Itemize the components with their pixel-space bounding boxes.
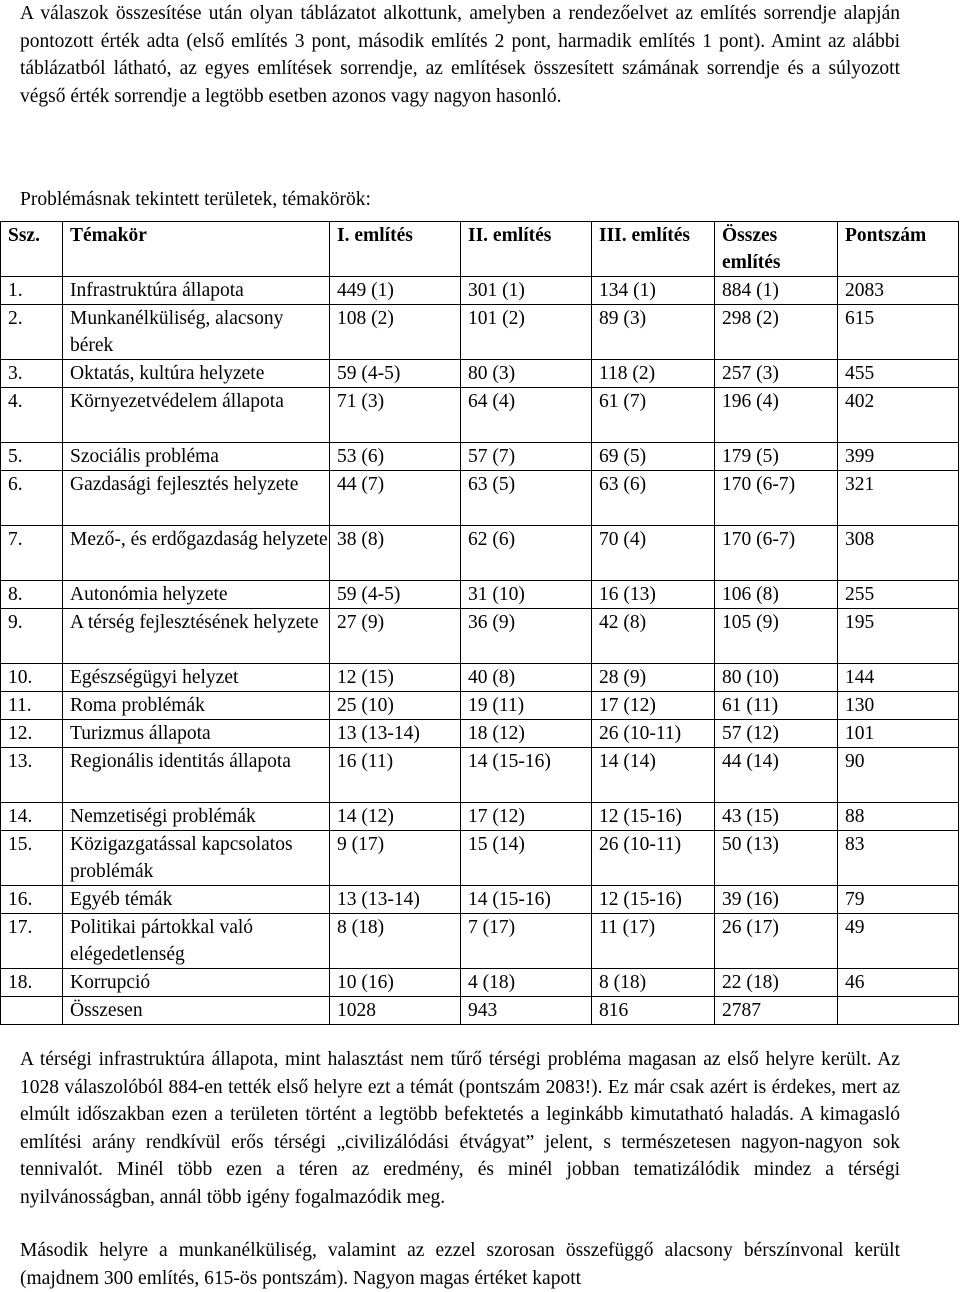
cell-first-mention: 12 (15)	[330, 664, 461, 692]
cell-ssz: 7.	[1, 526, 63, 581]
cell-total-mentions: 61 (11)	[715, 692, 838, 720]
cell-first-mention: 71 (3)	[330, 388, 461, 443]
header-total-mentions: Összes említés	[715, 222, 838, 277]
table-row	[1, 360, 959, 388]
cell-third-mention: 118 (2)	[592, 360, 715, 388]
cell-third-mention: 63 (6)	[592, 471, 715, 526]
cell-third-mention: 17 (12)	[592, 692, 715, 720]
cell-second-mention: 40 (8)	[461, 664, 592, 692]
cell-topic: Regionális identitás állapota	[63, 748, 330, 803]
cell-ssz: 17.	[1, 914, 63, 969]
cell-total-mentions: 22 (18)	[715, 969, 838, 997]
cell-second-mention: 14 (15-16)	[461, 886, 592, 914]
cell-second-mention: 7 (17)	[461, 914, 592, 969]
cell-second-mention: 101 (2)	[461, 305, 592, 360]
cell-ssz: 15.	[1, 831, 63, 886]
cell-first-mention: 9 (17)	[330, 831, 461, 886]
cell-ssz: 3.	[1, 360, 63, 388]
cell-topic: Közigazgatással kapcsolatos problémák	[63, 831, 330, 886]
cell-second-mention: 943	[461, 997, 592, 1025]
cell-ssz: 12.	[1, 720, 63, 748]
cell-score: 402	[838, 388, 959, 443]
cell-ssz: 1.	[1, 277, 63, 305]
cell-second-mention: 31 (10)	[461, 581, 592, 609]
cell-score: 255	[838, 581, 959, 609]
cell-second-mention: 301 (1)	[461, 277, 592, 305]
cell-first-mention: 449 (1)	[330, 277, 461, 305]
cell-score: 321	[838, 471, 959, 526]
header-topic: Témakör	[63, 222, 330, 277]
cell-topic: Roma problémák	[63, 692, 330, 720]
cell-third-mention: 69 (5)	[592, 443, 715, 471]
cell-third-mention: 134 (1)	[592, 277, 715, 305]
cell-score	[838, 997, 959, 1025]
cell-third-mention: 14 (14)	[592, 748, 715, 803]
cell-ssz: 16.	[1, 886, 63, 914]
cell-second-mention: 18 (12)	[461, 720, 592, 748]
table-row	[1, 803, 959, 831]
cell-ssz: 13.	[1, 748, 63, 803]
cell-topic: Egészségügyi helyzet	[63, 664, 330, 692]
cell-ssz	[1, 997, 63, 1025]
paragraph-2: A térségi infrastruktúra állapota, mint halasztást nem tűrő térségi probléma magasan az első helyre került. Az 1028 válaszolóból 884-en tették első helyre ezt a témát (pontszám 2083!). Ez már csak azért is érdekes, mert az elmúlt időszakban ezen a területen történt a legtöbb befektetés a leginkább kimutatható haladás. A kimagasló említési arány rendkívül erős térségi „civilizálódási étvágyat” jelent, s természetesen nagyon-nagyon sok tennivalót. Minél több ezen a téren az eredmény, és minél jobban tematizálódik mindez a térségi nyilvánosságban, annál több igény fogalmazódik meg.	[20, 1049, 900, 1208]
cell-first-mention: 13 (13-14)	[330, 720, 461, 748]
table-row	[1, 831, 959, 886]
cell-total-mentions: 884 (1)	[715, 277, 838, 305]
cell-total-mentions: 26 (17)	[715, 914, 838, 969]
cell-topic: Szociális probléma	[63, 443, 330, 471]
cell-score: 195	[838, 609, 959, 664]
table-row	[1, 277, 959, 305]
table-header-row	[1, 222, 959, 277]
cell-topic: Mező-, és erdőgazdaság helyzete	[63, 526, 330, 581]
cell-total-mentions: 57 (12)	[715, 720, 838, 748]
cell-total-mentions: 170 (6-7)	[715, 471, 838, 526]
cell-third-mention: 26 (10-11)	[592, 720, 715, 748]
table-row	[1, 526, 959, 581]
cell-third-mention: 28 (9)	[592, 664, 715, 692]
cell-first-mention: 108 (2)	[330, 305, 461, 360]
cell-first-mention: 14 (12)	[330, 803, 461, 831]
cell-ssz: 4.	[1, 388, 63, 443]
cell-topic: Turizmus állapota	[63, 720, 330, 748]
table-row	[1, 609, 959, 664]
table-caption: Problémásnak tekintett területek, témakörök:	[20, 189, 371, 210]
cell-ssz: 14.	[1, 803, 63, 831]
cell-first-mention: 1028	[330, 997, 461, 1025]
cell-third-mention: 61 (7)	[592, 388, 715, 443]
cell-total-mentions: 298 (2)	[715, 305, 838, 360]
cell-second-mention: 4 (18)	[461, 969, 592, 997]
cell-topic: Munkanélküliség, alacsony bérek	[63, 305, 330, 360]
header-second-mention: II. említés	[461, 222, 592, 277]
cell-first-mention: 38 (8)	[330, 526, 461, 581]
cell-total-mentions: 2787	[715, 997, 838, 1025]
table-row	[1, 471, 959, 526]
cell-third-mention: 816	[592, 997, 715, 1025]
table-row	[1, 969, 959, 997]
intro-paragraph: A válaszok összesítése után olyan táblázatot alkottunk, amelyben a rendezőelvet az említés sorrendje alapján pontozott érték adta (első említés 3 pont, második említés 2 pont, harmadik említés 1 pont). Amint az alábbi táblázatból látható, az egyes említések sorrendje, az említések összesített számának sorrendje és a súlyozott végső érték sorrendje a legtöbb esetben azonos vagy nagyon hasonló.	[20, 3, 900, 107]
table-row	[1, 443, 959, 471]
cell-topic: Összesen	[63, 997, 330, 1025]
cell-third-mention: 8 (18)	[592, 969, 715, 997]
cell-total-mentions: 257 (3)	[715, 360, 838, 388]
cell-third-mention: 12 (15-16)	[592, 803, 715, 831]
cell-second-mention: 63 (5)	[461, 471, 592, 526]
cell-total-mentions: 179 (5)	[715, 443, 838, 471]
cell-score: 399	[838, 443, 959, 471]
cell-third-mention: 70 (4)	[592, 526, 715, 581]
cell-score: 101	[838, 720, 959, 748]
cell-third-mention: 89 (3)	[592, 305, 715, 360]
table-row	[1, 720, 959, 748]
topics-table	[0, 221, 959, 1025]
cell-second-mention: 36 (9)	[461, 609, 592, 664]
table-row	[1, 692, 959, 720]
cell-topic: Környezetvédelem állapota	[63, 388, 330, 443]
table-row	[1, 748, 959, 803]
cell-score: 130	[838, 692, 959, 720]
cell-topic: Infrastruktúra állapota	[63, 277, 330, 305]
cell-topic: Oktatás, kultúra helyzete	[63, 360, 330, 388]
cell-score: 49	[838, 914, 959, 969]
cell-ssz: 9.	[1, 609, 63, 664]
cell-score: 46	[838, 969, 959, 997]
cell-total-mentions: 80 (10)	[715, 664, 838, 692]
table-row	[1, 305, 959, 360]
table-row	[1, 581, 959, 609]
cell-second-mention: 17 (12)	[461, 803, 592, 831]
cell-score: 79	[838, 886, 959, 914]
cell-score: 455	[838, 360, 959, 388]
cell-topic: Politikai pártokkal való elégedetlenség	[63, 914, 330, 969]
table-row	[1, 914, 959, 969]
cell-ssz: 10.	[1, 664, 63, 692]
cell-total-mentions: 43 (15)	[715, 803, 838, 831]
cell-first-mention: 10 (16)	[330, 969, 461, 997]
cell-total-mentions: 170 (6-7)	[715, 526, 838, 581]
cell-ssz: 5.	[1, 443, 63, 471]
cell-first-mention: 59 (4-5)	[330, 360, 461, 388]
cell-topic: Autonómia helyzete	[63, 581, 330, 609]
cell-first-mention: 53 (6)	[330, 443, 461, 471]
cell-second-mention: 64 (4)	[461, 388, 592, 443]
cell-third-mention: 42 (8)	[592, 609, 715, 664]
cell-topic: A térség fejlesztésének helyzete	[63, 609, 330, 664]
cell-total-mentions: 44 (14)	[715, 748, 838, 803]
cell-ssz: 6.	[1, 471, 63, 526]
cell-second-mention: 14 (15-16)	[461, 748, 592, 803]
cell-score: 88	[838, 803, 959, 831]
cell-score: 2083	[838, 277, 959, 305]
cell-second-mention: 57 (7)	[461, 443, 592, 471]
table-row	[1, 664, 959, 692]
paragraph-3: Második helyre a munkanélküliség, valamint az ezzel szorosan összefüggő alacsony bérszínvonal került (majdnem 300 említés, 615-ös pontszám). Nagyon magas értéket kapott	[20, 1240, 900, 1289]
cell-second-mention: 62 (6)	[461, 526, 592, 581]
header-third-mention: III. említés	[592, 222, 715, 277]
cell-topic: Nemzetiségi problémák	[63, 803, 330, 831]
table-row	[1, 886, 959, 914]
cell-total-mentions: 105 (9)	[715, 609, 838, 664]
cell-total-mentions: 50 (13)	[715, 831, 838, 886]
cell-ssz: 8.	[1, 581, 63, 609]
cell-third-mention: 12 (15-16)	[592, 886, 715, 914]
cell-first-mention: 59 (4-5)	[330, 581, 461, 609]
cell-first-mention: 8 (18)	[330, 914, 461, 969]
cell-first-mention: 25 (10)	[330, 692, 461, 720]
table-row	[1, 388, 959, 443]
cell-second-mention: 15 (14)	[461, 831, 592, 886]
cell-score: 83	[838, 831, 959, 886]
cell-score: 615	[838, 305, 959, 360]
cell-first-mention: 44 (7)	[330, 471, 461, 526]
cell-first-mention: 13 (13-14)	[330, 886, 461, 914]
cell-first-mention: 16 (11)	[330, 748, 461, 803]
cell-topic: Gazdasági fejlesztés helyzete	[63, 471, 330, 526]
cell-score: 308	[838, 526, 959, 581]
cell-ssz: 18.	[1, 969, 63, 997]
header-ssz: Ssz.	[1, 222, 63, 277]
table-total-row	[1, 997, 959, 1025]
cell-ssz: 2.	[1, 305, 63, 360]
cell-topic: Egyéb témák	[63, 886, 330, 914]
cell-score: 90	[838, 748, 959, 803]
header-score: Pontszám	[838, 222, 959, 277]
cell-total-mentions: 39 (16)	[715, 886, 838, 914]
cell-ssz: 11.	[1, 692, 63, 720]
cell-total-mentions: 106 (8)	[715, 581, 838, 609]
cell-third-mention: 11 (17)	[592, 914, 715, 969]
cell-score: 144	[838, 664, 959, 692]
cell-topic: Korrupció	[63, 969, 330, 997]
header-first-mention: I. említés	[330, 222, 461, 277]
cell-third-mention: 26 (10-11)	[592, 831, 715, 886]
cell-second-mention: 19 (11)	[461, 692, 592, 720]
cell-second-mention: 80 (3)	[461, 360, 592, 388]
cell-total-mentions: 196 (4)	[715, 388, 838, 443]
cell-third-mention: 16 (13)	[592, 581, 715, 609]
cell-first-mention: 27 (9)	[330, 609, 461, 664]
